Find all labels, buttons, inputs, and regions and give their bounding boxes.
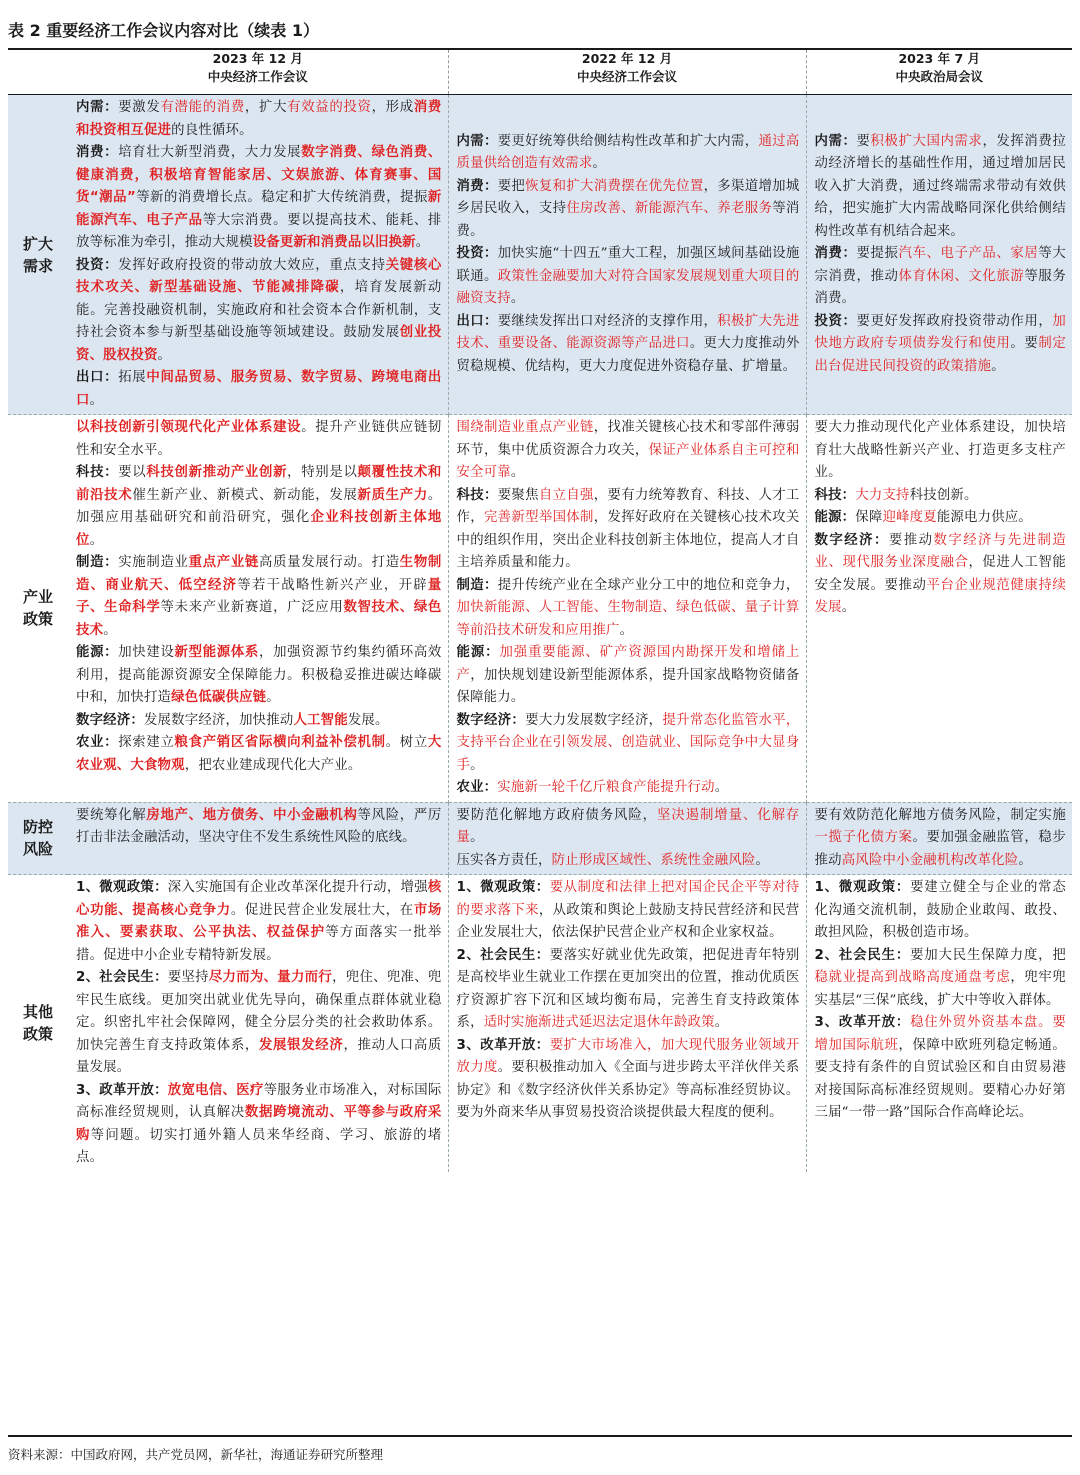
cell-paragraph — [815, 417, 1067, 485]
cell-paragraph — [76, 417, 442, 462]
highlight-text: 关键核心技术攻关、新型基础设施、节能减排降碳 — [76, 257, 442, 295]
topic-label: 内需： — [456, 133, 498, 149]
topic-label: 数字经济： — [456, 712, 526, 728]
topic-label: 科技： — [456, 487, 498, 503]
body-text: 要防范化解地方政府债务风险， — [456, 807, 658, 823]
header-col-3 — [806, 50, 1072, 95]
row-label: 产业 政策 — [8, 415, 68, 803]
highlight-text: 高风险中小金融机构改革化险 — [841, 852, 1019, 868]
cell-paragraph — [76, 805, 442, 850]
body-text: 。 — [755, 852, 770, 868]
highlight-text: 迎峰度夏 — [882, 510, 937, 525]
topic-label: 投资： — [456, 246, 498, 262]
body-text: 等大宗消费，推动 — [814, 246, 1066, 284]
body-text: 。 — [510, 291, 525, 307]
body-text: 。 — [415, 235, 430, 250]
body-text: 要把 — [497, 178, 526, 194]
row-label: 扩大 需求 — [8, 95, 68, 415]
cell-paragraph — [76, 642, 442, 710]
body-text: 。 — [103, 622, 117, 638]
topic-label: 农业： — [76, 735, 119, 750]
highlight-text: 要从制度和法律上把对国企民企平等对待的要求落下来 — [456, 880, 800, 918]
highlight-text: 稳就业提高到战略高度通盘考虑 — [814, 970, 1011, 985]
topic-label: 农业： — [456, 780, 498, 795]
body-text: ，兜住、兜准、兜牢民生底线。更加突出就业优先导向，确保重点群体就业稳定。织密扎牢社会保障网，健全分层分类的社会救助体系。加快完善生育支持政策体系， — [76, 970, 442, 1053]
topic-label: 1、微观政策： — [814, 880, 911, 895]
cell-paragraph — [457, 777, 800, 800]
table-row — [8, 802, 1072, 875]
row-label: 防控 风险 — [8, 802, 68, 875]
topic-label: 数字经济： — [76, 712, 144, 728]
body-text: 的良性循环。 — [171, 122, 253, 138]
topic-label: 能源： — [814, 510, 856, 525]
body-text: ，加强资源节约集约循环高效利用，提高能源资源安全保障能力。积极稳妥推进碳达峰碳中和，加快打造 — [76, 645, 442, 705]
highlight-text: 围绕制造业重点产业链 — [456, 420, 594, 435]
body-text: 等新的消费增长点。稳定和扩大传统消费，提振 — [135, 190, 428, 205]
highlight-text: 一揽子化债方案 — [814, 830, 913, 845]
body-text: ，加快规划建设新型能源体系，提升国家战略物资储备保障能力。 — [456, 667, 800, 705]
highlight-text: 防止形成区域性、系统性金融风险 — [551, 852, 756, 868]
highlight-text: 大农业观、大食物观 — [76, 735, 442, 773]
body-text: 。 — [266, 690, 280, 705]
table-cell — [806, 415, 1072, 803]
table-cell — [448, 875, 806, 1172]
cell-paragraph — [457, 1035, 800, 1125]
table-row — [8, 415, 1072, 803]
body-text: ，找准关键核心技术和零部件薄弱环节，集中优质资源合力攻关， — [456, 420, 800, 458]
topic-label: 投资： — [76, 257, 119, 273]
body-text: 发展。 — [347, 712, 389, 728]
highlight-text: 创业投资、股权投资 — [76, 325, 442, 363]
body-text: 要继续发挥出口对经济的支撑作用， — [497, 313, 718, 329]
cell-paragraph — [815, 311, 1067, 379]
body-text: 高质量发展行动。打造 — [259, 555, 400, 570]
cell-paragraph — [457, 642, 800, 710]
comparison-table — [8, 50, 1072, 1172]
body-text: ，从政策和舆论上鼓励支持民营经济和民营企业发展壮大，依法保护民营企业产权和企业家权益。 — [456, 902, 800, 940]
highlight-text: 数字经济与先进制造业、现代服务业深度融合 — [814, 532, 1066, 570]
body-text: 。 — [714, 780, 729, 795]
cell-paragraph — [815, 805, 1067, 873]
topic-label: 3、改革开放： — [456, 1037, 550, 1053]
topic-label: 消费： — [814, 246, 857, 262]
header-meeting: 中央政治局会议 — [895, 69, 983, 84]
highlight-text: 加快新能源、人工智能、生物制造、绿色低碳、量子计算等前沿技术研发和应用推广 — [456, 600, 800, 638]
highlight-text: 住房改善、新能源汽车、养老服务 — [566, 201, 773, 217]
body-text: 。 — [619, 622, 634, 638]
body-text: 发展数字经济，加快推动 — [143, 712, 294, 728]
highlight-text: 企业科技创新主体地位 — [76, 510, 442, 548]
body-text: 。 — [841, 600, 856, 615]
body-text: 要加大民生保障力度，把 — [910, 947, 1067, 963]
highlight-text: 绿色低碳供应链 — [171, 690, 267, 705]
topic-label: 制造： — [76, 555, 119, 570]
highlight-text: 放宽电信、医疗 — [167, 1082, 264, 1098]
table-cell — [68, 415, 448, 803]
cell-paragraph — [815, 243, 1067, 311]
body-text: 要以 — [118, 465, 147, 480]
body-text: 等方面落实一批举措。促进中小企业专精特新发展。 — [76, 925, 442, 963]
highlight-text: 平台企业规范健康持续发展 — [814, 577, 1066, 615]
body-text: 要更好发挥政府投资带动作用， — [856, 313, 1053, 329]
topic-label: 出口： — [76, 370, 119, 385]
body-text: 要建立健全与企业的常态化沟通交流机制，鼓励企业敢闯、敢投、敢担风险，积极创造市场。 — [814, 880, 1067, 940]
cell-paragraph — [815, 530, 1067, 620]
header-date: 2023 年 12 月 — [212, 51, 303, 66]
highlight-text: 自立自强 — [538, 487, 594, 503]
cell-paragraph — [457, 805, 800, 850]
body-text: 提升传统产业在全球产业分工中的地位和竞争力， — [497, 577, 800, 593]
body-text: ，扩大 — [244, 100, 288, 115]
body-text: ，兜牢兜实基层“三保”底线，扩大中等收入群体。 — [814, 970, 1066, 1008]
highlight-text: 设备更新和消费品以旧换新 — [252, 235, 416, 250]
body-text: 要推动 — [888, 532, 934, 548]
header-date: 2022 年 12 月 — [581, 51, 673, 66]
cell-paragraph — [815, 507, 1067, 530]
body-text: 。 — [714, 1015, 729, 1030]
body-text: 。更大力度推动外贸稳规模、优结构，更大力度促进外资稳存量、扩增量。 — [456, 336, 800, 374]
body-text: 要提振 — [856, 246, 899, 262]
highlight-text: 新型能源体系 — [174, 645, 259, 660]
highlight-text: 要扩大市场准入，加大现代服务业领域开放力度 — [456, 1037, 800, 1075]
body-text: 。提升产业链供应链韧性和安全水平。 — [76, 420, 442, 458]
cell-paragraph — [457, 131, 800, 176]
topic-label: 制造： — [456, 577, 498, 593]
cell-paragraph — [76, 142, 442, 255]
body-text: 。 — [1018, 852, 1032, 868]
cell-paragraph — [815, 131, 1067, 244]
header-meeting: 中央经济工作会议 — [576, 69, 677, 84]
header-date: 2023 年 7 月 — [898, 51, 981, 66]
body-text: 。 — [470, 757, 484, 773]
highlight-text: 稳住外贸外资基本盘。要增加国际航班 — [814, 1015, 1067, 1053]
table-row — [8, 95, 1072, 415]
cell-paragraph — [457, 710, 800, 778]
highlight-text: 以科技创新引领现代化产业体系建设 — [76, 420, 302, 435]
cell-paragraph — [76, 97, 442, 142]
table-cell — [448, 802, 806, 875]
body-text: 。 — [89, 392, 104, 408]
highlight-text: 新能源汽车、电子产品 — [76, 190, 442, 228]
body-text: 要落实好就业优先政策，把促进青年特别是高校毕业生就业工作摆在更加突出的位置，推动优质医疗资源扩容下沉和区域均衡布局，完善生育支持政策体系， — [456, 947, 800, 1030]
body-text: 要统筹化解 — [76, 807, 147, 823]
highlight-text: 中间品贸易、服务贸易、数字贸易、跨境电商出口 — [76, 370, 442, 408]
body-text: 深入实施国有企业改革深化提升行动，增强 — [167, 880, 428, 895]
highlight-text: 坚决遏制增量、化解存量 — [456, 807, 800, 845]
body-text: 。 — [470, 830, 484, 845]
body-text: 等问题。切实打通外籍人员来华经商、学习、旅游的堵点。 — [76, 1127, 442, 1165]
topic-label: 2、社会民生： — [76, 970, 168, 985]
topic-label: 1、微观政策： — [76, 880, 168, 895]
row-label: 其他 政策 — [8, 875, 68, 1172]
table-cell — [806, 875, 1072, 1172]
highlight-text: 实施新一轮千亿斤粮食产能提升行动 — [497, 780, 715, 795]
highlight-text: 加快地方政府专项债券发行和使用 — [814, 313, 1066, 352]
header-col-2 — [448, 50, 806, 95]
highlight-text: 数智技术、绿色技术 — [76, 600, 442, 638]
body-text: 探索建立 — [118, 735, 175, 750]
cell-paragraph — [457, 417, 800, 485]
header-row — [8, 50, 1072, 95]
highlight-text: 制定出台促进民间投资的政策措施 — [814, 336, 1066, 374]
highlight-text: 有潜能的消费 — [160, 100, 245, 115]
header-col-1 — [68, 50, 448, 95]
cell-paragraph — [457, 945, 800, 1035]
table-body — [8, 95, 1072, 1172]
body-text: 加快实施“十四五”重大工程，加强区域间基础设施联通。 — [456, 246, 800, 284]
highlight-text: 量子、生命科学 — [76, 577, 442, 615]
highlight-text: 保证产业体系自主可控和安全可靠 — [456, 442, 800, 480]
topic-label: 能源： — [76, 645, 119, 660]
topic-label: 科技： — [76, 465, 119, 480]
topic-label: 2、社会民生： — [456, 947, 550, 963]
cell-paragraph — [457, 176, 800, 244]
highlight-text: 科技创新推动产业创新 — [146, 465, 288, 480]
topic-label: 3、改革开放： — [814, 1015, 911, 1030]
body-text: 要聚焦 — [497, 487, 539, 503]
body-text: 要有效防范化解地方债务风险，制定实施 — [814, 807, 1066, 823]
highlight-text: 颠覆性技术和前沿技术 — [76, 465, 442, 503]
topic-label: 内需： — [76, 100, 119, 115]
cell-paragraph — [76, 462, 442, 552]
highlight-text: 加强重要能源、矿产资源国内勘探开发和增储上产 — [456, 645, 800, 683]
body-text: 加快建设 — [118, 645, 175, 660]
highlight-text: 消费和投资相互促进 — [76, 100, 442, 138]
cell-paragraph — [815, 485, 1067, 508]
table-cell — [806, 802, 1072, 875]
body-text: 等大宗消费。要以提高技术、能耗、排放等标准为牵引，推动大规模 — [76, 212, 442, 250]
body-text: 。树立 — [385, 735, 428, 750]
cell-paragraph — [457, 311, 800, 379]
body-text: 要大力推动现代化产业体系建设，加快培育壮大战略性新兴产业、打造更多支柱产业。 — [814, 420, 1066, 480]
body-text: 。 — [89, 532, 104, 548]
body-text: 。要 — [1010, 336, 1039, 352]
cell-paragraph — [457, 877, 800, 945]
cell-paragraph — [457, 243, 800, 311]
highlight-text: 核心功能、提高核心竞争力 — [76, 880, 442, 918]
topic-label: 消费： — [456, 178, 498, 194]
highlight-text: 提升常态化监管水平，支持平台企业在引领发展、创造就业、国际竞争中大显身手 — [456, 712, 800, 773]
body-text: 要 — [856, 133, 871, 149]
table-cell — [68, 802, 448, 875]
table-cell — [68, 95, 448, 415]
highlight-text: 通过高质量供给创造有效需求 — [456, 133, 800, 172]
topic-label: 能源： — [456, 645, 500, 660]
topic-label: 消费： — [76, 145, 119, 160]
highlight-text: 政策性金融要加大对符合国家发展规划重大项目的融资支持 — [456, 268, 800, 307]
body-text: ，保障中欧班列稳定畅通。要支持有条件的自贸试验区和自由贸易港对接国际高标准经贸规则。要精心办好第三届“一带一路”国际合作高峰论坛。 — [814, 1037, 1066, 1120]
highlight-text: 市场准入、要素获取、公平执法、权益保护 — [76, 902, 442, 940]
cell-paragraph — [76, 710, 442, 733]
body-text: 等消费。 — [456, 201, 800, 239]
body-text: ，把农业建成现代化大产业。 — [184, 757, 362, 773]
highlight-text: 积极扩大国内需求 — [870, 133, 983, 149]
body-text: ，发挥消费拉动经济增长的基础性作用，通过增加居民收入扩大消费，通过终端需求带动有效供给，把实施扩大内需战略同深化供给侧结构性改革有机结合起来。 — [814, 133, 1066, 239]
header-meeting: 中央经济工作会议 — [207, 69, 308, 84]
highlight-text: 有效益的投资 — [287, 100, 372, 115]
highlight-text: 恢复和扩大消费摆在优先位置 — [525, 178, 704, 194]
highlight-text: 发展银发经济 — [258, 1037, 344, 1053]
source-note: 资料来源：中国政府网，共产党员网，新华社，海通证券研究所整理 — [8, 1447, 384, 1462]
cell-paragraph — [76, 367, 442, 412]
body-text: 。促进民营企业发展壮大，在 — [230, 902, 414, 918]
table-title: 表 2 重要经济工作会议内容对比（续表 1） — [8, 21, 319, 40]
header-blank — [8, 50, 68, 95]
cell-paragraph — [76, 552, 442, 642]
body-text: 。 — [510, 465, 525, 480]
cell-paragraph — [815, 945, 1067, 1013]
body-text: ，培育发展新动能。完善投融资机制，实施政府和社会资本合作新机制，支持社会资本参与新型基础设施等领域建设。鼓励发展 — [76, 280, 442, 340]
highlight-text: 房地产、地方债务、中小金融机构 — [146, 807, 358, 823]
topic-label: 投资： — [814, 313, 857, 329]
cell-paragraph — [76, 1080, 442, 1170]
table-cell — [68, 875, 448, 1172]
body-text: 发挥好政府投资的带动放大效应，重点支持 — [118, 257, 386, 273]
body-text: ，促进人工智能安全发展。要推动 — [814, 555, 1066, 593]
body-text: 等风险，严厉打击非法金融活动，坚决守住不发生系统性风险的底线。 — [76, 807, 442, 845]
cell-paragraph — [815, 877, 1067, 945]
highlight-text: 数字消费、绿色消费、健康消费，积极培育智能家居、文娱旅游、体育赛事、国货“潮品” — [76, 145, 442, 205]
body-text: 。要积极推动加入《全面与进步跨太平洋伙伴关系协定》和《数字经济伙伴关系协定》等高标准经贸协议。要为外商来华从事贸易投资洽谈提供最大程度的便利。 — [456, 1060, 800, 1120]
highlight-text: 新质生产力 — [357, 487, 428, 503]
table-cell — [448, 95, 806, 415]
body-text: 。加强应用基础研究和前沿研究，强化 — [76, 487, 442, 525]
topic-label: 1、微观政策： — [456, 880, 550, 895]
table-cell — [448, 415, 806, 803]
cell-paragraph — [457, 850, 800, 873]
cell-paragraph — [76, 967, 442, 1080]
body-text: 等服务消费。 — [814, 268, 1066, 307]
body-text: ，特别是以 — [287, 465, 358, 480]
body-text: 。要加强金融监管，稳步推动 — [814, 830, 1066, 868]
highlight-text: 数据跨境流动、平等参与政府采购 — [76, 1105, 442, 1143]
table-row — [8, 875, 1072, 1172]
highlight-text: 大力支持 — [855, 487, 910, 503]
cell-paragraph — [76, 732, 442, 777]
body-text: 。 — [592, 156, 606, 172]
cell-paragraph — [457, 575, 800, 643]
highlight-text: 积极扩大先进技术、重要设备、能源资源等产品进口 — [456, 313, 800, 352]
body-text: 压实各方责任， — [456, 852, 552, 868]
body-text: 等服务业市场准入，对标国际高标准经贸规则，认真解决 — [76, 1082, 442, 1120]
topic-label: 内需： — [814, 133, 857, 149]
body-text: 能源电力供应。 — [936, 510, 1032, 525]
topic-label: 出口： — [456, 313, 498, 329]
body-text: 拓展 — [118, 370, 147, 385]
highlight-text: 人工智能 — [293, 712, 348, 728]
body-text: 保障 — [855, 510, 883, 525]
body-text: ，形成 — [371, 100, 414, 115]
bottom-rule — [8, 1435, 1072, 1437]
body-text: ，多渠道增加城乡居民收入，支持 — [456, 178, 800, 217]
highlight-text: 适时实施渐进式延迟法定退休年龄政策 — [483, 1015, 715, 1030]
cell-paragraph — [76, 255, 442, 368]
cell-paragraph — [815, 1012, 1067, 1125]
body-text: 要激发 — [118, 100, 161, 115]
cell-paragraph — [76, 877, 442, 967]
topic-label: 2、社会民生： — [814, 947, 911, 963]
table-cell — [806, 95, 1072, 415]
body-text: 等若干战略性新兴产业，开辟 — [237, 577, 428, 593]
body-text: ，推动人口高质量发展。 — [76, 1037, 442, 1075]
body-text: ，发挥好政府在关键核心技术攻关中的组织作用，突出企业科技创新主体地位，提高人才自主培养质量和能力。 — [456, 510, 800, 570]
body-text: ，要有力统筹教育、科技、人才工作， — [456, 487, 800, 525]
highlight-text: 完善新型举国体制 — [483, 510, 594, 525]
body-text: 科技创新。 — [909, 487, 978, 503]
topic-label: 数字经济： — [814, 532, 889, 548]
topic-label: 科技： — [814, 487, 856, 503]
body-text: 。 — [991, 358, 1005, 374]
body-text: 要坚持 — [167, 970, 209, 985]
body-text: 等未来产业新赛道，广泛应用 — [160, 600, 344, 615]
highlight-text: 体育休闲、文化旅游 — [898, 268, 1025, 284]
body-text: 要大力发展数字经济， — [525, 712, 663, 728]
body-text: 实施制造业 — [118, 555, 189, 570]
body-text: 要更好统筹供给侧结构性改革和扩大内需， — [497, 133, 759, 149]
highlight-text: 汽车、电子产品、家居 — [898, 246, 1039, 262]
body-text: 。 — [157, 347, 172, 363]
body-text: 催生新产业、新模式、新动能，发展 — [132, 487, 358, 503]
highlight-text: 重点产业链 — [188, 555, 260, 570]
highlight-text: 生物制造、商业航天、低空经济 — [76, 555, 442, 593]
topic-label: 3、政革开放： — [76, 1082, 168, 1098]
highlight-text: 尽力而为、量力而行 — [208, 970, 333, 985]
body-text: 培育壮大新型消费，大力发展 — [118, 145, 302, 160]
cell-paragraph — [457, 485, 800, 575]
highlight-text: 粮食产销区省际横向利益补偿机制 — [174, 735, 386, 750]
